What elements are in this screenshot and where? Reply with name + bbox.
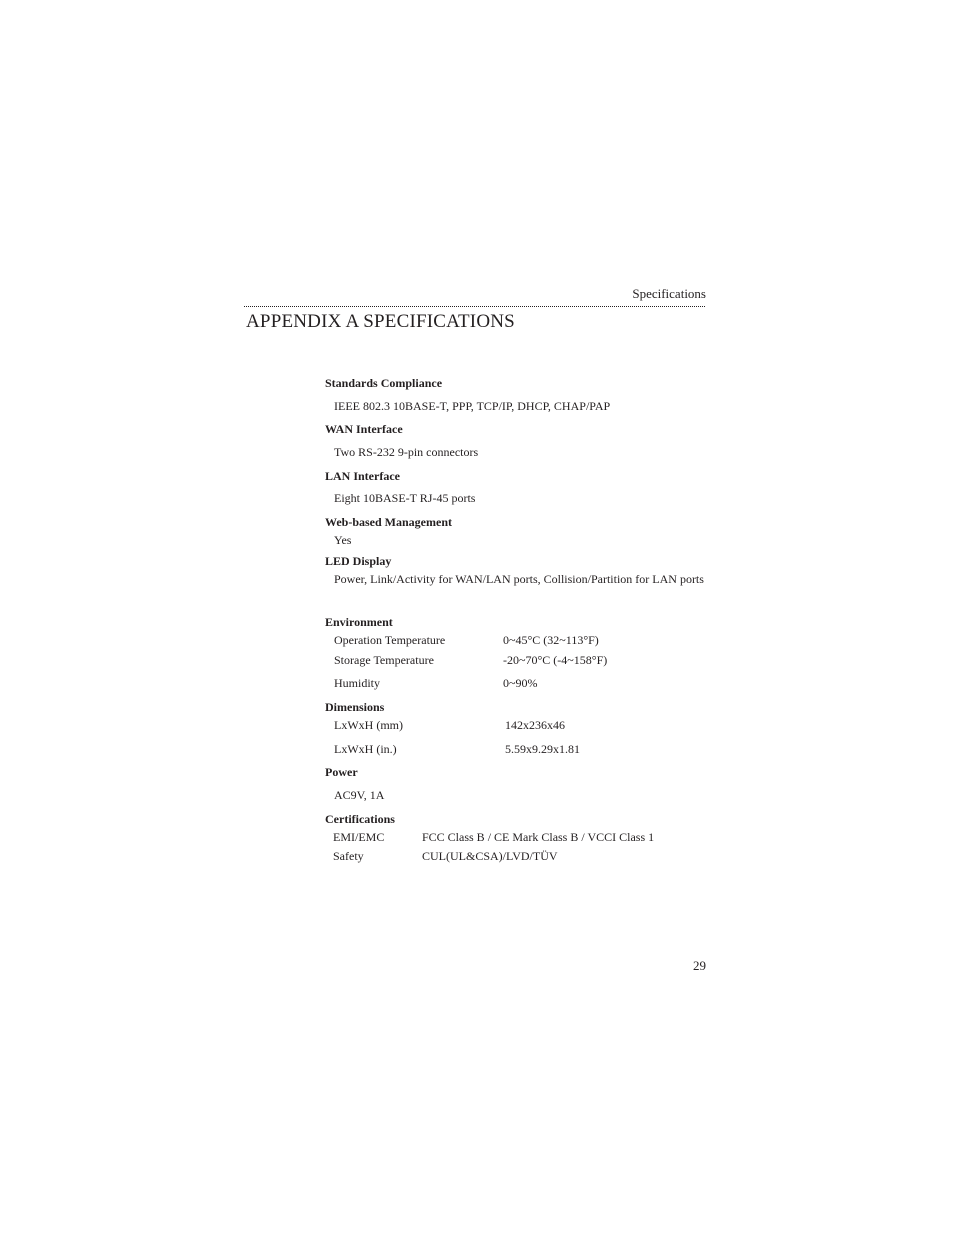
spec-label-dimensions-mm: LxWxH (mm) (334, 718, 403, 732)
spec-label-dimensions-in: LxWxH (in.) (334, 742, 397, 756)
spec-label-operation-temperature: Operation Temperature (334, 633, 446, 647)
spec-value-humidity: 0~90% (503, 676, 538, 690)
spec-value-dimensions-in: 5.59x9.29x1.81 (505, 742, 580, 756)
spec-heading-certifications: Certifications (325, 812, 395, 826)
spec-value-dimensions-mm: 142x236x46 (505, 718, 565, 732)
spec-heading-lan: LAN Interface (325, 469, 400, 483)
spec-label-safety: Safety (333, 849, 364, 863)
page-title: APPENDIX A SPECIFICATIONS (246, 311, 515, 332)
header-dotted-rule (244, 306, 705, 307)
spec-heading-dimensions: Dimensions (325, 700, 385, 714)
spec-value-led: Power, Link/Activity for WAN/LAN ports, Collision/Partition for LAN ports (334, 572, 704, 586)
spec-value-storage-temperature: -20~70°C (-4~158°F) (503, 653, 608, 667)
spec-value-safety: CUL(UL&CSA)/LVD/TÜV (422, 849, 558, 863)
spec-label-emi-emc: EMI/EMC (333, 830, 385, 844)
spec-heading-standards: Standards Compliance (325, 376, 443, 390)
spec-heading-led: LED Display (325, 554, 392, 568)
spec-value-emi-emc: FCC Class B / CE Mark Class B / VCCI Class 1 (422, 830, 655, 844)
spec-heading-power: Power (325, 765, 358, 779)
spec-label-storage-temperature: Storage Temperature (334, 653, 434, 667)
spec-value-wan: Two RS-232 9-pin connectors (334, 445, 479, 459)
spec-value-standards: IEEE 802.3 10BASE-T, PPP, TCP/IP, DHCP, CHAP/PAP (334, 399, 611, 413)
spec-heading-wan: WAN Interface (325, 422, 403, 436)
spec-value-power: AC9V, 1A (334, 788, 385, 802)
spec-value-operation-temperature: 0~45°C (32~113°F) (503, 633, 599, 647)
page-number: 29 (693, 958, 706, 973)
spec-value-web-management: Yes (334, 533, 352, 547)
spec-heading-environment: Environment (325, 615, 393, 629)
spec-value-lan: Eight 10BASE-T RJ-45 ports (334, 491, 476, 505)
spec-label-humidity: Humidity (334, 676, 381, 690)
spec-heading-web-management: Web-based Management (325, 515, 452, 529)
running-header: Specifications (632, 286, 706, 301)
